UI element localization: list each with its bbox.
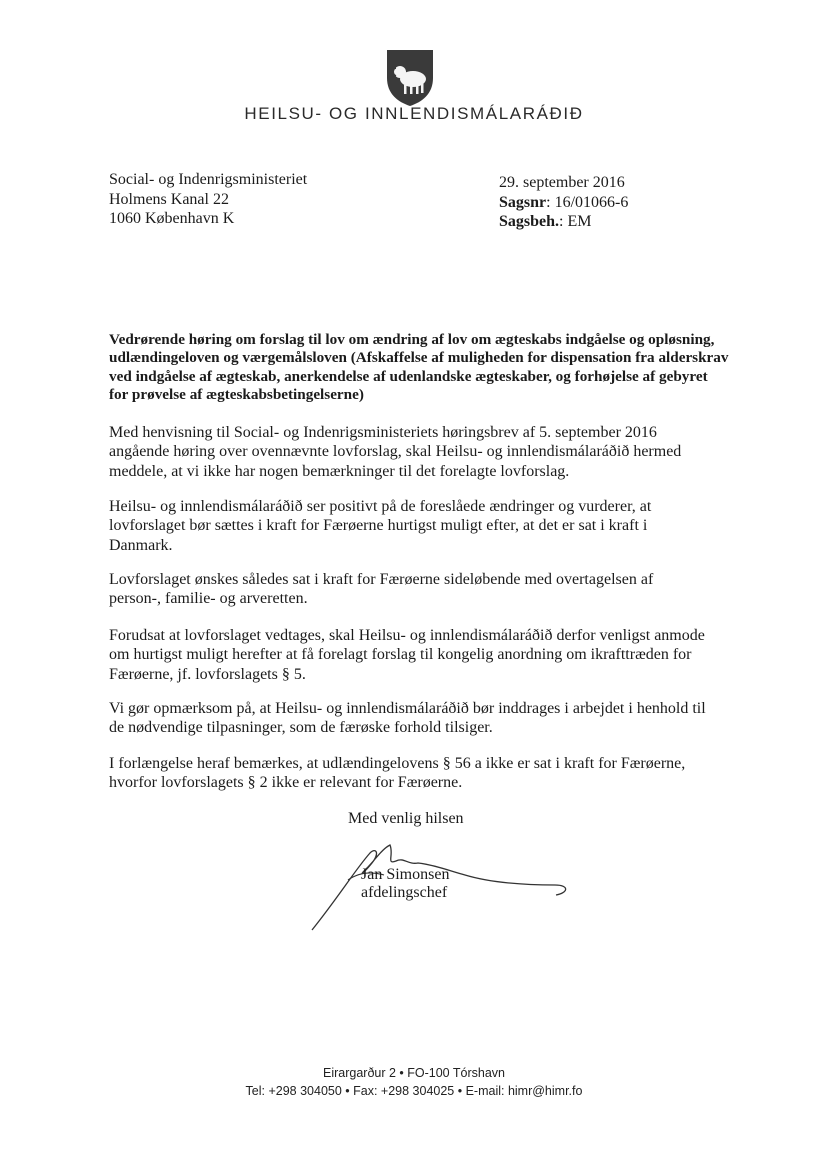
handler-value: EM: [567, 213, 592, 230]
closing-salutation: Med venlig hilsen: [348, 810, 464, 827]
body-paragraph: Lovforslaget ønskes således sat i kraft for Færøerne sideløbende med overtagelsen af person-, familie- og arveretten.: [109, 571, 654, 608]
letter-meta: [499, 173, 628, 232]
case-number: Sagsnr: 16/01066-6: [499, 193, 629, 211]
body-paragraph: Vi gør opmærksom på, at Heilsu- og innlendismálaráðið bør inddrages i arbejdet i henhold til de nødvendige tilpasninger, som de færøske forhold tilsiger.: [109, 700, 706, 737]
handler-label: Sagsbeh.: [499, 213, 560, 230]
body-paragraph: Forudsat at lovforslaget vedtages, skal Heilsu- og innlendismálaráðið derfor venligst anmode om hurtigst muligt herefter at få forelagt forslag til kongelig anordning om ikrafttræden for Færøerne, jf. lovforslagets § 5.: [109, 627, 705, 683]
organization-name: HEILSU- OG INNLENDISMÁLARÁÐIÐ: [244, 104, 584, 123]
recipient-address: [109, 170, 307, 229]
ram-coat-of-arms-icon: [385, 48, 435, 108]
letter-subject: Vedrørende høring om forslag til lov om ændring af lov om ægteskabs indgåelse og opløsning, udlændingeloven og værgemålsloven (Afskaffelse af muligheden for dispensation fra alderskrav ved indgåelse af ægteskab, anerkendelse af udenlandske ægteskaber, og forhøjelse af gebyret for prøvelse af ægteskabsbetingelserne): [109, 331, 729, 403]
letter-date: 29. september 2016: [499, 174, 625, 191]
body-paragraph: Med henvisning til Social- og Indenrigsministeriets høringsbrev af 5. september 2016 angående høring over ovennævnte lovforslag, skal Heilsu- og innlendismálaráðið hermed meddele, at vi ikke har nogen bemærkninger til det forelagte lovforslag.: [109, 424, 682, 480]
signer-title: afdelingschef: [361, 884, 448, 901]
recipient-line: 1060 København K: [109, 210, 235, 227]
body-paragraph: Heilsu- og innlendismálaráðið ser positivt på de foreslåede ændringer og vurderer, at lovforslaget bør sættes i kraft for Færøerne hurtigst muligt efter, at det er sat i kraft i Danmark.: [109, 498, 652, 554]
case-handler: Sagsbeh.: EM: [499, 213, 592, 230]
case-value: 16/01066-6: [554, 193, 629, 211]
recipient-line: Holmens Kanal 22: [109, 190, 229, 208]
case-label: Sagsnr: [499, 193, 547, 211]
footer-contact: Tel: +298 304050 • Fax: +298 304025 • E-mail: himr@himr.fo: [245, 1084, 583, 1098]
body-paragraph: I forlængelse heraf bemærkes, at udlændingelovens § 56 a ikke er sat i kraft for Færøerne, hvorfor lovforslagets § 2 ikke er relevant for Færøerne.: [109, 755, 686, 792]
footer-address: Eirargarður 2 • FO-100 Tórshavn: [322, 1066, 505, 1080]
signer-name: Jan Simonsen: [361, 866, 450, 883]
recipient-line: Social- og Indenrigsministeriet: [109, 171, 308, 188]
